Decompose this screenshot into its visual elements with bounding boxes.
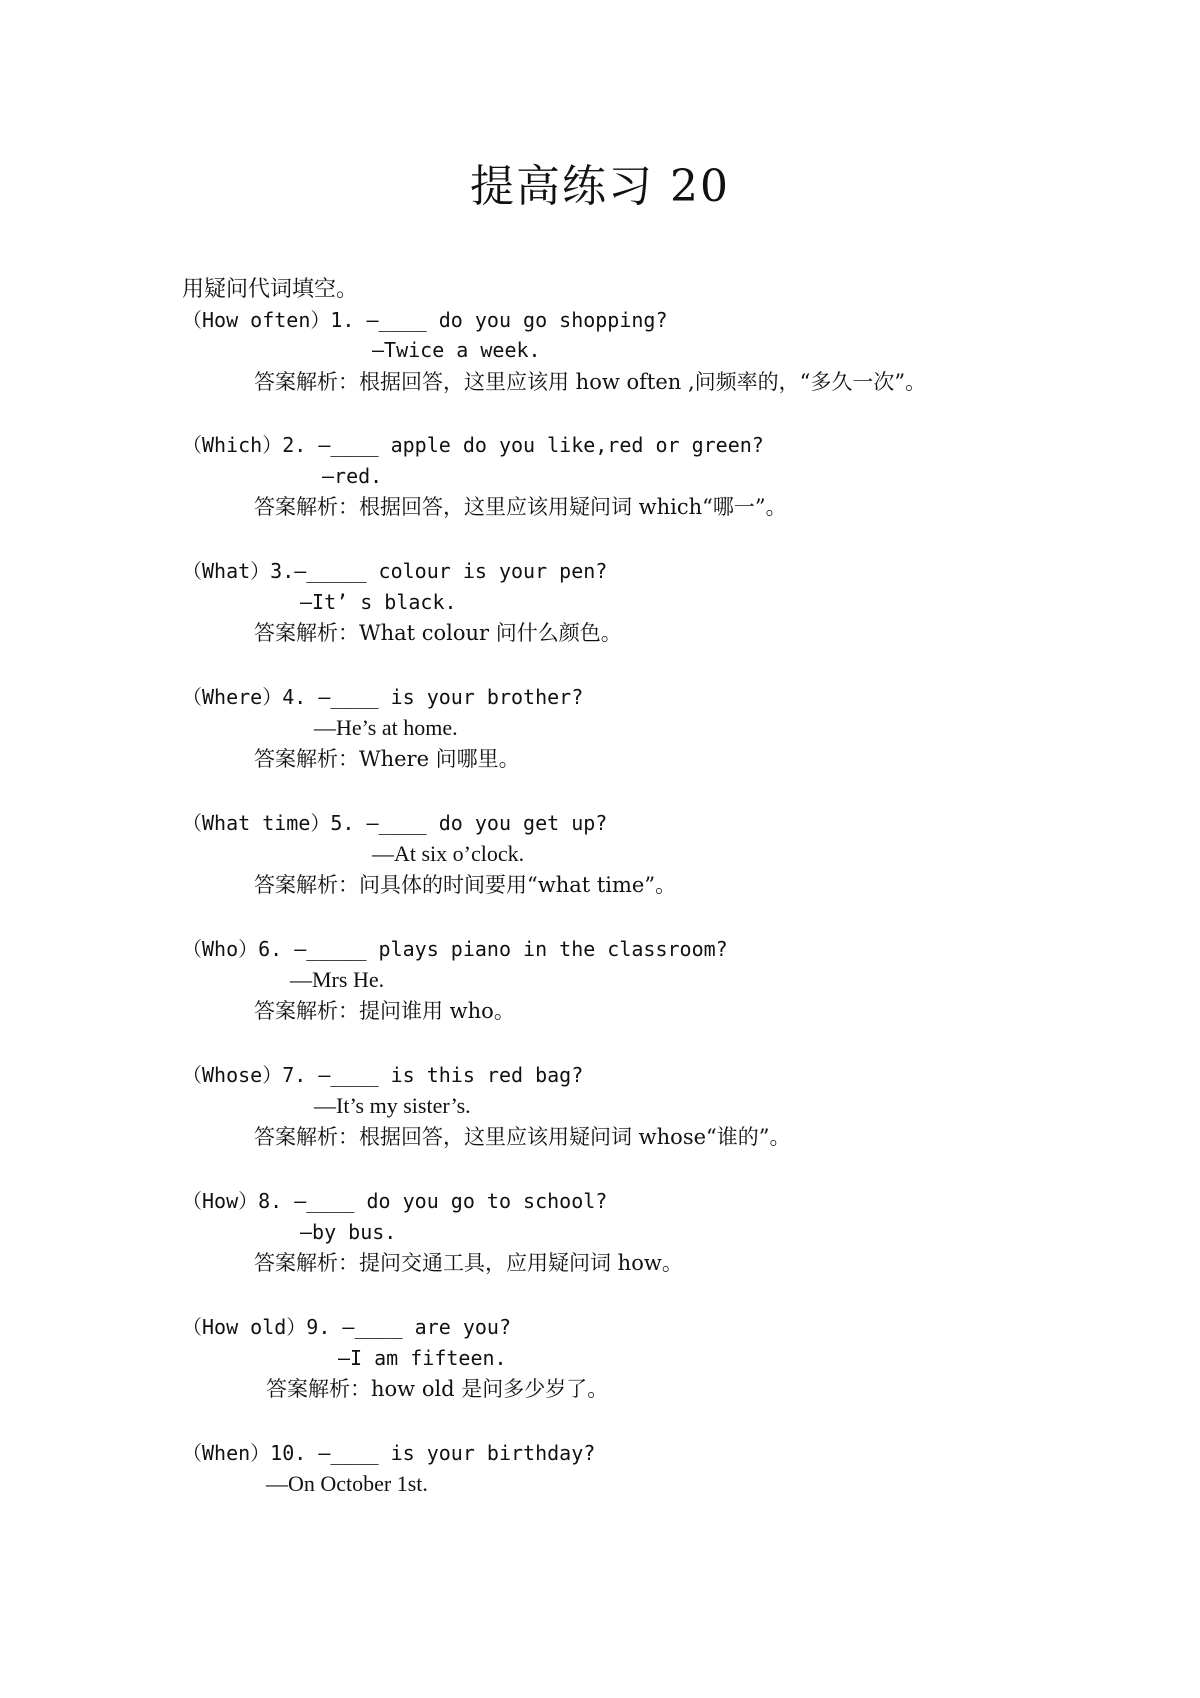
question-9: （How old）9. —____ are you? — [182, 1315, 511, 1339]
answer-6: —Mrs He. — [290, 967, 385, 992]
question-3: （What）3.—_____ colour is your pen? — [182, 559, 608, 583]
explanation-9: 答案解析：how old 是问多少岁了。 — [266, 1377, 609, 1401]
explanation-3: 答案解析：What colour 问什么颜色。 — [254, 621, 622, 645]
question-10: （When）10. —____ is your birthday? — [182, 1441, 596, 1465]
explanation-1: 答案解析：根据回答，这里应该用 how often ,问频率的，“多久一次”。 — [254, 370, 927, 394]
explanation-2: 答案解析：根据回答，这里应该用疑问词 which“哪一”。 — [254, 495, 787, 519]
question-5: （What time）5. —____ do you get up? — [182, 811, 608, 835]
answer-1: —Twice a week. — [372, 338, 541, 362]
answer-5: —At six o’clock. — [372, 841, 525, 866]
answer-3: —It’ s black. — [300, 590, 457, 614]
explanation-7: 答案解析：根据回答，这里应该用疑问词 whose“谁的”。 — [254, 1125, 791, 1149]
question-2: （Which）2. —____ apple do you like,red or green? — [182, 433, 764, 457]
question-1: （How often）1. —____ do you go shopping? — [182, 308, 668, 332]
page-title: 提高练习 20 — [470, 161, 730, 212]
question-8: （How）8. —____ do you go to school? — [182, 1189, 608, 1213]
question-7: （Whose）7. —____ is this red bag? — [182, 1063, 584, 1087]
answer-9: —I am fifteen. — [338, 1346, 507, 1370]
answer-8: —by bus. — [300, 1220, 397, 1244]
explanation-4: 答案解析：Where 问哪里。 — [254, 747, 520, 771]
explanation-6: 答案解析：提问谁用 who。 — [254, 999, 515, 1023]
explanation-5: 答案解析：问具体的时间要用“what time”。 — [254, 873, 677, 897]
explanation-8: 答案解析：提问交通工具，应用疑问词 how。 — [254, 1251, 683, 1275]
answer-2: —red. — [322, 464, 383, 488]
answer-4: —He’s at home. — [314, 715, 458, 740]
question-6: （Who）6. —_____ plays piano in the classroom? — [182, 937, 728, 961]
answer-7: —It’s my sister’s. — [314, 1093, 471, 1118]
question-4: （Where）4. —____ is your brother? — [182, 685, 584, 709]
answer-10: —On October 1st. — [266, 1471, 428, 1496]
instruction-text: 用疑问代词填空。 — [182, 277, 359, 302]
